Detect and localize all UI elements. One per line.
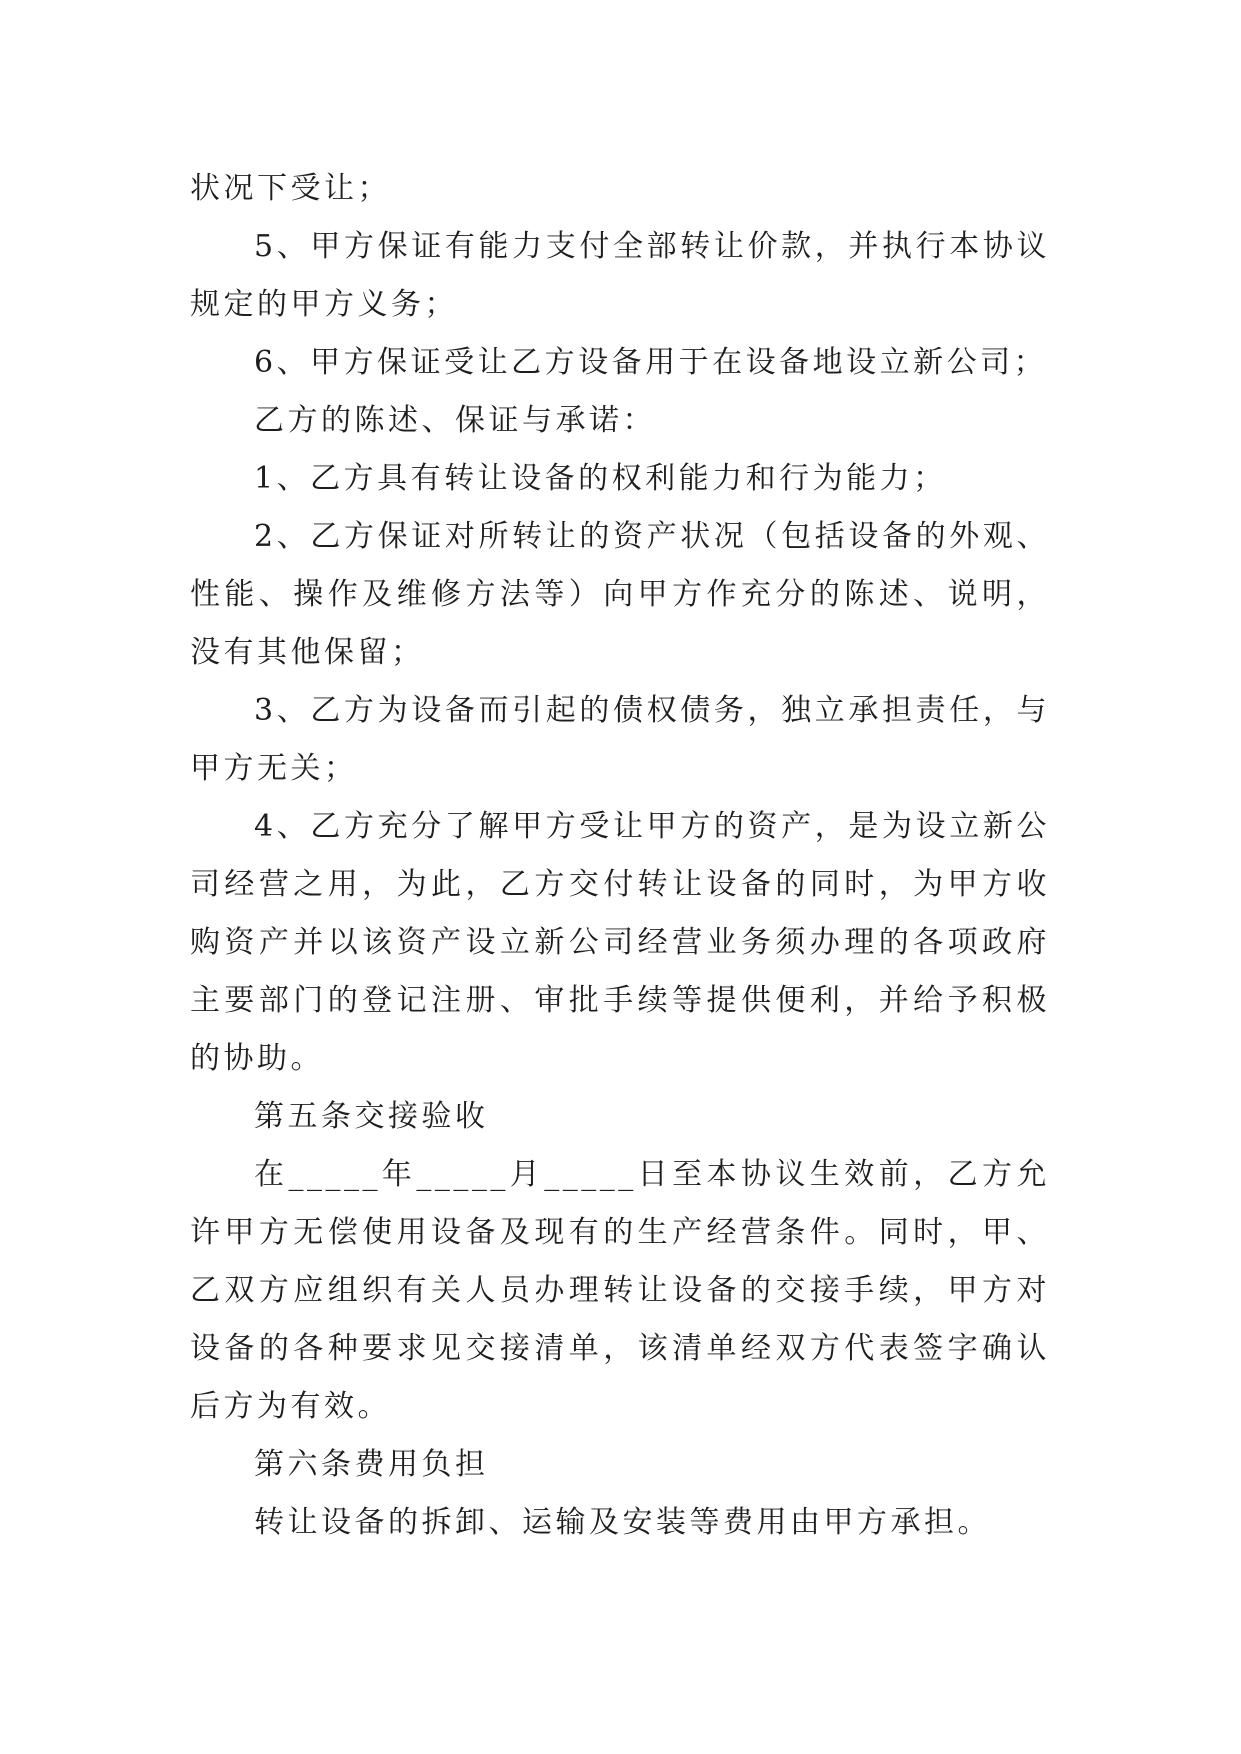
paragraph-article-5-body: 在_____年_____月_____日至本协议生效前，乙方允许甲方无偿使用设备及现有的生产经营条件。同时，甲、乙双方应组织有关人员办理转让设备的交接手续，甲方对设备的各种要求见交接清单，该清单经双方代表签字确认后方为有效。 — [190, 1157, 1050, 1424]
paragraph-continuation: 状况下受让； — [190, 171, 391, 206]
paragraph-article-6-body: 转让设备的拆卸、运输及安装等费用由甲方承担。 — [254, 1505, 991, 1540]
paragraph-party-b-clause-2: 2、乙方保证对所转让的资产状况（包括设备的外观、性能、操作及维修方法等）向甲方作充分的陈述、说明，没有其他保留； — [190, 519, 1050, 670]
paragraph-party-b-clause-1: 1、乙方具有转让设备的权利能力和行为能力； — [254, 461, 947, 496]
section-heading-party-b-statements: 乙方的陈述、保证与承诺： — [254, 403, 656, 438]
paragraph-party-b-clause-4: 4、乙方充分了解甲方受让甲方的资产，是为设立新公司经营之用，为此，乙方交付转让设备的同时，为甲方收购资产并以该资产设立新公司经营业务须办理的各项政府主要部门的登记注册、审批手续等提供便利，并给予积极的协助。 — [190, 809, 1050, 1076]
paragraph-clause-5: 5、甲方保证有能力支付全部转让价款，并执行本协议规定的甲方义务； — [190, 229, 1050, 322]
article-6-heading: 第六条费用负担 — [254, 1447, 489, 1482]
paragraph-clause-6: 6、甲方保证受让乙方设备用于在设备地设立新公司； — [254, 345, 1048, 380]
article-5-heading: 第五条交接验收 — [254, 1099, 489, 1134]
document-page — [190, 160, 1050, 1552]
paragraph-party-b-clause-3: 3、乙方为设备而引起的债权债务，独立承担责任，与甲方无关； — [190, 693, 1050, 786]
